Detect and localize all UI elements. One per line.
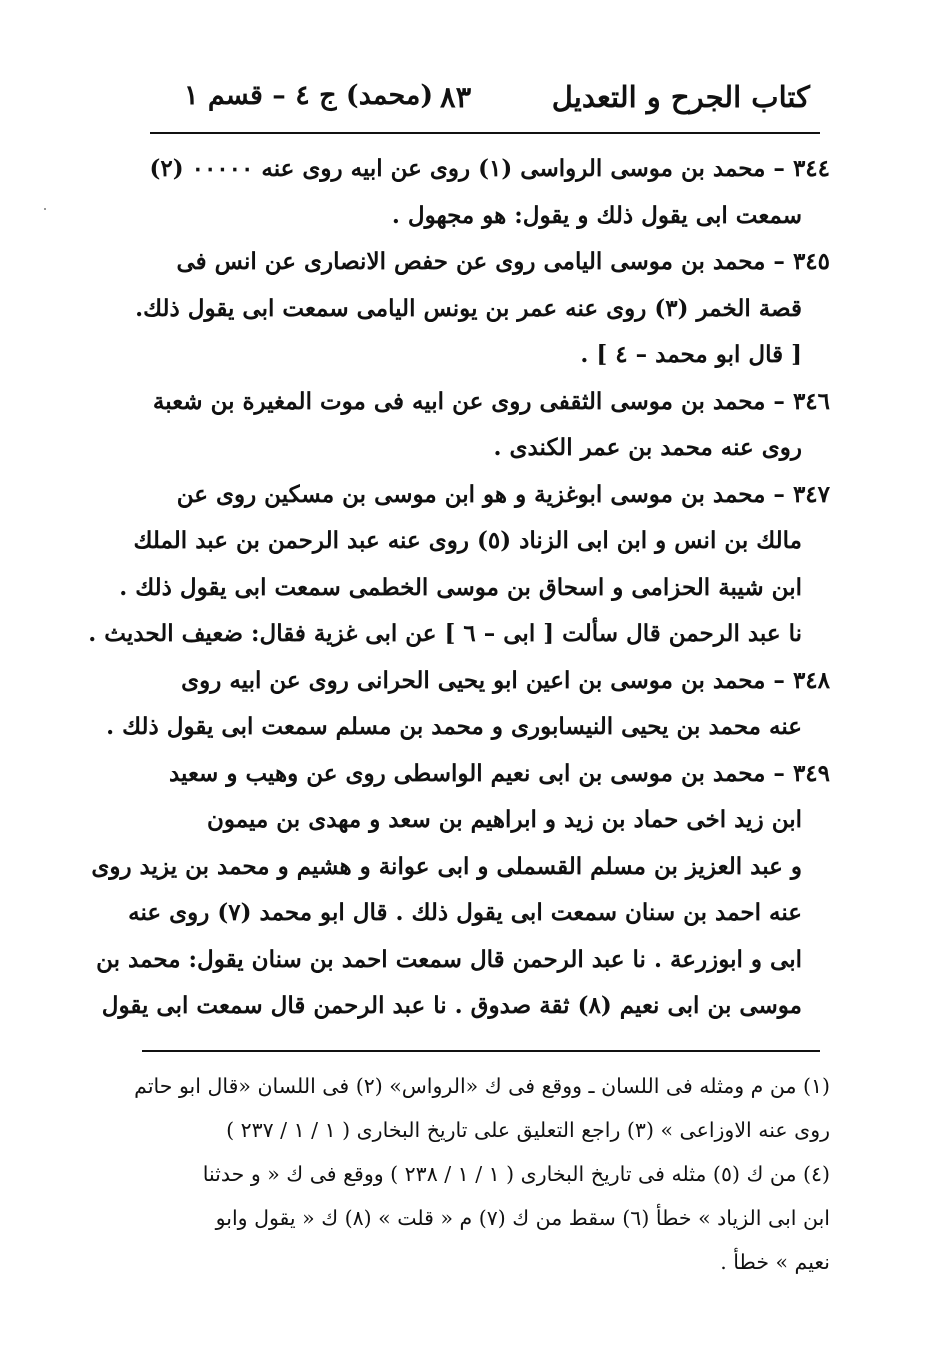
footnote-rule xyxy=(142,1050,820,1052)
book-title: كتاب الجرح و التعديل xyxy=(551,80,810,114)
entry-348-line-1: ٣٤٨ – محمد بن موسى بن اعين ابو يحيى الحرانى روى عن ابيه روى xyxy=(181,666,830,694)
entry-349-line-4: عنه احمد بن سنان سمعت ابى يقول ذلك . قال ابو محمد (٧) روى عنه xyxy=(128,899,802,926)
running-header xyxy=(150,72,818,128)
entry-344-line-1: ٣٤٤ – محمد بن موسى الرواسى (١) روى عن ابيه روى عنه ٠٠٠٠٠ (٢) xyxy=(149,155,830,182)
entry-348-line-2: عنه محمد بن يحيى النيسابورى و محمد بن مسلم سمعت ابى يقول ذلك . xyxy=(106,713,802,740)
entry-347-line-2: مالك بن انس و ابن ابى الزناد (٥) روى عنه عبد الرحمن بن عبد الملك xyxy=(133,527,802,554)
entry-347-line-3: ابن شيبة الحزامى و اسحاق بن موسى الخطمى سمعت ابى يقول ذلك . xyxy=(119,573,802,601)
scan-speck xyxy=(44,208,46,210)
entry-345-line-3: [ قال ابو محمد – ٤ ] . xyxy=(580,341,802,368)
entry-345-line-2: قصة الخمر (٣) روى عنه عمر بن يونس اليامى سمعت ابى يقول ذلك. xyxy=(135,294,802,322)
entry-349-line-1: ٣٤٩ – محمد بن موسى بن ابى نعيم الواسطى روى عن وهيب و سعيد xyxy=(168,759,830,787)
entry-349-line-5: ابى و ابوزرعة . نا عبد الرحمن قال سمعت احمد بن سنان يقول: محمد بن xyxy=(96,945,802,973)
footnote-line: (٤) من ك (٥) مثله فى تاريخ البخارى ( ١ / ١ / ٢٣٨ ) ووقع فى ك « و حدثنا xyxy=(202,1162,830,1186)
entry-346-line-2: روى عنه محمد بن عمر الكندى . xyxy=(493,434,802,461)
entry-344-line-2: سمعت ابى يقول ذلك و يقول: هو مجهول . xyxy=(391,201,802,229)
entry-345-line-1: ٣٤٥ – محمد بن موسى اليامى روى عن حفص الانصارى عن انس فى xyxy=(176,248,830,275)
page-number: ٨٣ xyxy=(440,80,472,114)
entry-349-line-2: ابن زيد اخى حماد بن زيد و ابراهيم بن سعد و مهدى بن ميمون xyxy=(206,806,802,833)
entry-349-line-3: و عبد العزيز بن مسلم القسملى و ابى عوانة و هشيم و محمد بن يزيد روى xyxy=(91,852,802,880)
footnote-line: ابن ابى الزياد » خطأ (٦) سقط من ك (٧) م « قلت » (٨) ك « يقول وابو xyxy=(215,1206,830,1230)
entry-349-line-6: موسى بن ابى نعيم (٨) ثقة صدوق . نا عبد الرحمن قال سمعت ابى يقول xyxy=(101,992,802,1019)
entry-346-line-1: ٣٤٦ – محمد بن موسى الثقفى روى عن ابيه فى موت المغيرة بن شعبة xyxy=(152,387,830,415)
footnotes xyxy=(134,1064,830,1284)
main-text xyxy=(88,146,830,1030)
entry-347-line-1: ٣٤٧ – محمد بن موسى ابوغزية و هو ابن موسى بن مسكين روى عن xyxy=(176,480,830,508)
footnote-line: روى عنه الاوزاعى » (٣) راجع التعليق على تاريخ البخارى ( ١ / ١ / ٢٣٧ ) xyxy=(226,1118,830,1142)
header-rule xyxy=(150,132,820,134)
footnote-line: نعيم » خطأ . xyxy=(720,1250,830,1274)
entry-347-line-4: نا عبد الرحمن قال سألت [ ابى – ٦ ] عن ابى غزية فقال: ضعيف الحديث . xyxy=(88,620,802,647)
footnote-line: (١) من م ومثله فى اللسان ـ ووقع فى ك «الرواس» (٢) فى اللسان «قال ابو حاتم xyxy=(134,1074,830,1098)
volume-part-label: (محمد) ج ٤ – قسم ١ xyxy=(184,80,434,111)
